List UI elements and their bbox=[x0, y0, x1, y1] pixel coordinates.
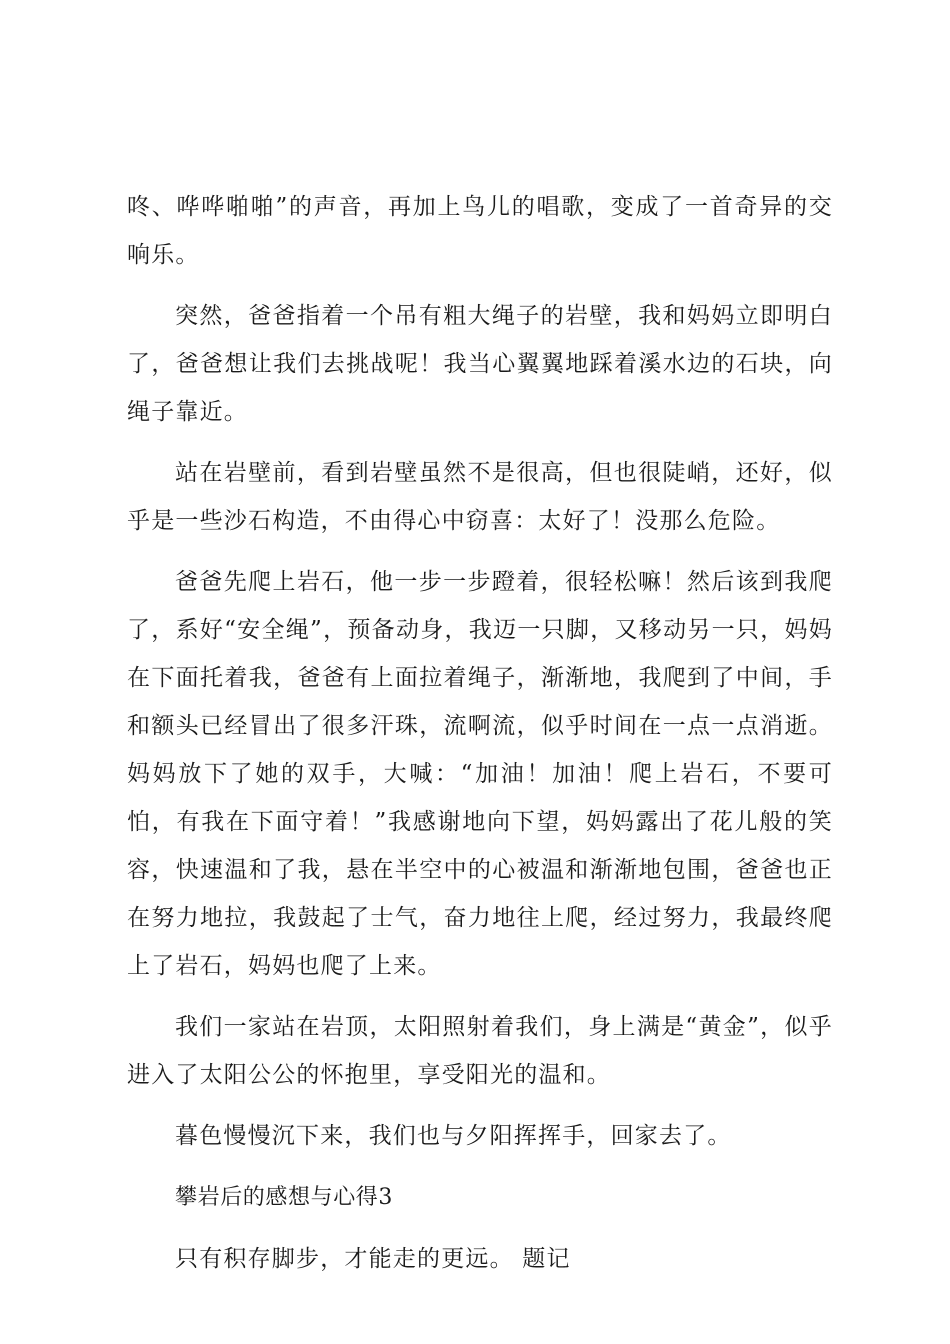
paragraph-climbing: 爸爸先爬上岩石，他一步一步蹬着，很轻松嘛！然后该到我爬了，系好“安全绳”，预备动身，我迈一只脚，又移动另一只，妈妈在下面托着我，爸爸有上面拉着绳子，渐渐地，我爬到了中间，手和额头已经冒出了很多汗珠，流啊流，似乎时间在一点一点消逝。妈妈放下了她的双手，大喊：“加油！加油！爬上岩石，不要可怕，有我在下面守着！”我感谢地向下望，妈妈露出了花儿般的笑容，快速温和了我，悬在半空中的心被温和渐渐地包围，爸爸也正在努力地拉，我鼓起了士气，奋力地往上爬，经过努力，我最终爬上了岩石，妈妈也爬了上来。 bbox=[127, 569, 833, 979]
paragraph-rock-wall: 突然，爸爸指着一个吊有粗大绳子的岩壁，我和妈妈立即明白了，爸爸想让我们去挑战呢！我当心翼翼地踩着溪水边的石块，向绳子靠近。 bbox=[127, 303, 833, 425]
section-heading: 攀岩后的感想与心得3 bbox=[175, 1185, 393, 1210]
document-body bbox=[127, 183, 833, 1296]
paragraph-continuation: 咚、哗哗啪啪”的声音，再加上鸟儿的唱歌，变成了一首奇异的交响乐。 bbox=[127, 194, 833, 268]
paragraph-standing-before-wall: 站在岩壁前，看到岩壁虽然不是很高，但也很陡峭，还好，似乎是一些沙石构造，不由得心中窃喜：太好了！没那么危险。 bbox=[127, 460, 833, 534]
paragraph-dusk: 暮色慢慢沉下来，我们也与夕阳挥挥手，回家去了。 bbox=[175, 1123, 732, 1149]
epigraph: 只有积存脚步，才能走的更远。 题记 bbox=[175, 1246, 571, 1272]
paragraph-summit: 我们一家站在岩顶，太阳照射着我们，身上满是“黄金”，似乎进入了太阳公公的怀抱里，享受阳光的温和。 bbox=[127, 1014, 833, 1088]
